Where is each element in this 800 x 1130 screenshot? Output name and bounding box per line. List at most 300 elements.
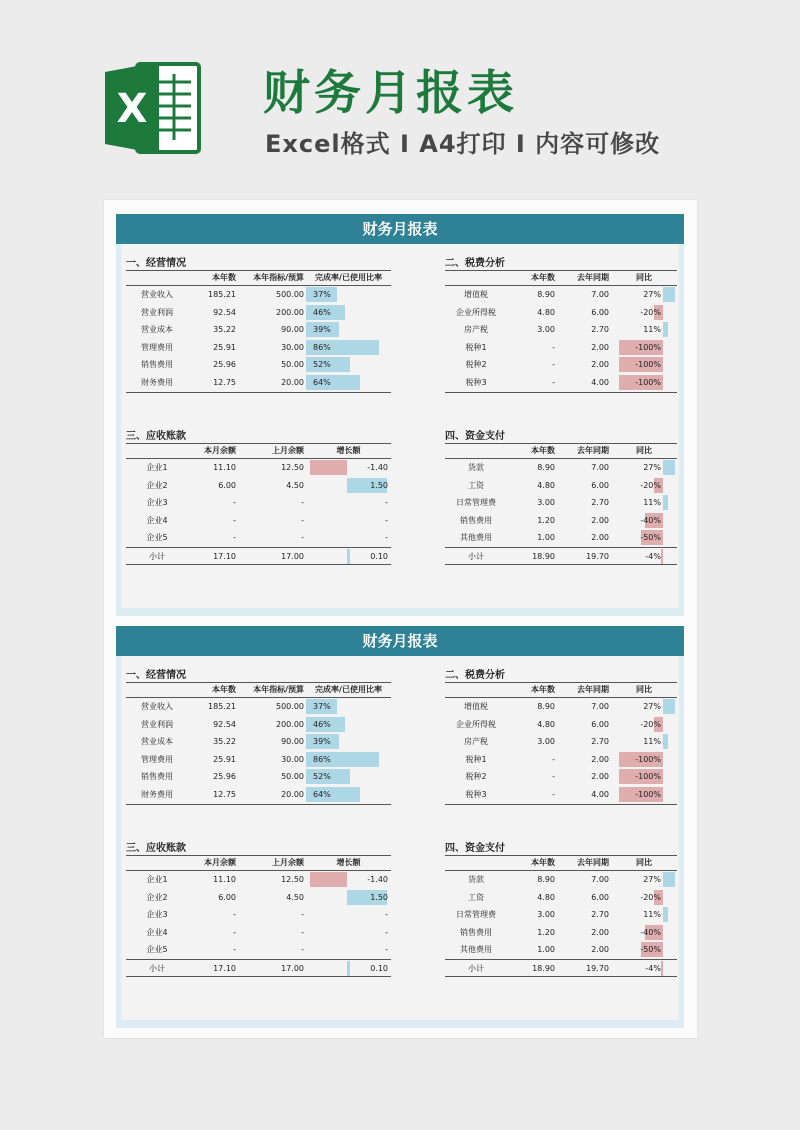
table-cell: 8.90 — [537, 463, 555, 472]
table-cell: 185.21 — [208, 702, 236, 711]
column-header — [445, 683, 507, 697]
table-row — [445, 356, 677, 374]
table-cell: 企业2 — [146, 480, 168, 490]
bar-cell — [306, 871, 391, 889]
table-cell: - — [552, 789, 555, 799]
table-cell: - — [233, 515, 236, 525]
bar-label: 1.50 — [370, 892, 388, 902]
table-cell: 2.00 — [591, 342, 609, 352]
bar-cell — [611, 477, 677, 495]
sheet-body — [121, 244, 679, 608]
table-cell: 营业成本 — [141, 737, 173, 747]
bar-label: -40% — [640, 515, 661, 525]
bar-cell — [611, 356, 677, 374]
table-cell: 4.80 — [537, 892, 555, 902]
table-cell: 35.22 — [213, 325, 236, 335]
section-title: 二、税费分析 — [445, 670, 505, 681]
table-row — [445, 924, 677, 942]
table-cell: 工资 — [468, 892, 484, 902]
table-cell: 4.00 — [591, 377, 609, 387]
bar-label: 64% — [313, 789, 331, 799]
table-cell: 增值税 — [464, 290, 488, 299]
table-cell: 2.00 — [591, 515, 609, 525]
table-row — [445, 716, 677, 734]
table-cell: 企业3 — [146, 910, 168, 920]
table-cell: 小计 — [149, 551, 165, 561]
sheet-title: 财务月报表 — [116, 214, 684, 244]
table-row — [445, 477, 677, 495]
table-cell: 财务费用 — [141, 377, 173, 387]
table-cell: 企业所得税 — [456, 719, 496, 729]
table-cell: - — [301, 910, 304, 920]
table-row — [445, 512, 677, 530]
table-cell: 企业2 — [146, 892, 168, 902]
table-cell: 3.00 — [537, 737, 555, 747]
table-cell: 4.80 — [537, 307, 555, 317]
column-header: 本年指标/预算 — [253, 685, 304, 694]
receivables-table — [126, 443, 391, 565]
table-cell: - — [233, 927, 236, 937]
table-cell: 4.50 — [286, 892, 304, 902]
table-cell: 2.70 — [591, 910, 609, 920]
bar-label: -100% — [635, 377, 661, 387]
bar-label: -4% — [645, 551, 661, 561]
bar-cell — [611, 733, 677, 751]
section-title: 二、税费分析 — [445, 258, 505, 269]
bar-label: 37% — [313, 290, 331, 299]
table-cell: 6.00 — [591, 719, 609, 729]
bar-cell — [306, 768, 391, 786]
table-row — [445, 459, 677, 477]
table-cell: 3.00 — [537, 498, 555, 508]
bar-cell — [306, 529, 391, 547]
table-cell: 12.75 — [213, 789, 236, 799]
bar-cell — [306, 494, 391, 512]
table-cell: 1.00 — [537, 533, 555, 543]
bar-label: 27% — [643, 702, 661, 711]
table-cell: 2.00 — [591, 927, 609, 937]
bar-cell — [306, 906, 391, 924]
table-cell: - — [552, 772, 555, 782]
table-cell: - — [552, 360, 555, 370]
bar-label: -20% — [640, 892, 661, 902]
table-row — [445, 751, 677, 769]
section-title: 四、资金支付 — [445, 843, 505, 854]
table-cell: 17.00 — [281, 551, 304, 561]
table-cell: 2.70 — [591, 737, 609, 747]
table-bottom-border — [445, 392, 677, 393]
bar-cell — [306, 733, 391, 751]
table-bottom-border — [126, 804, 391, 805]
bar-label: 11% — [643, 737, 661, 747]
bar-cell — [306, 304, 391, 322]
table-row — [445, 733, 677, 751]
bar-cell — [611, 889, 677, 907]
table-row — [126, 698, 391, 716]
page-title: 财务月报表 — [263, 66, 518, 121]
bar-label: 0.10 — [370, 963, 388, 973]
column-header — [445, 271, 507, 285]
bar-cell — [611, 941, 677, 959]
column-header: 去年同期 — [577, 858, 609, 867]
table-cell: 12.50 — [281, 463, 304, 472]
table-row — [126, 304, 391, 322]
table-cell: - — [301, 515, 304, 525]
bar-label: -100% — [635, 360, 661, 370]
column-header — [126, 444, 188, 458]
table-cell: 企业5 — [146, 533, 168, 543]
table-cell: 1.20 — [537, 515, 555, 525]
operations-table — [126, 270, 391, 393]
table-row — [445, 339, 677, 357]
report-sheet — [116, 214, 684, 616]
total-row — [126, 959, 391, 977]
table-row — [126, 733, 391, 751]
table-cell: 2.00 — [591, 533, 609, 543]
table-cell: 30.00 — [281, 342, 304, 352]
bar-label: 1.50 — [370, 480, 388, 490]
table-row — [445, 941, 677, 959]
table-bottom-border — [126, 392, 391, 393]
table-row — [126, 871, 391, 889]
table-cell: 17.00 — [281, 963, 304, 973]
bar-cell — [611, 512, 677, 530]
table-cell: - — [233, 533, 236, 543]
section-title: 一、经营情况 — [126, 670, 186, 681]
bar-label: 11% — [643, 910, 661, 920]
table-row — [126, 941, 391, 959]
bar-label: 46% — [313, 719, 331, 729]
table-cell: 工资 — [468, 480, 484, 490]
column-header: 本年指标/预算 — [253, 273, 304, 282]
bar-cell — [306, 960, 391, 976]
bar-label: 64% — [313, 377, 331, 387]
column-header — [126, 683, 188, 697]
bar-cell — [611, 768, 677, 786]
bar-cell — [306, 889, 391, 907]
bar-label: -20% — [640, 719, 661, 729]
table-header — [126, 443, 391, 459]
section-title: 三、应收账款 — [126, 843, 186, 854]
total-row — [445, 959, 677, 977]
table-cell: 200.00 — [276, 307, 304, 317]
table-cell: 企业1 — [146, 875, 168, 884]
table-cell: 3.00 — [537, 325, 555, 335]
bar-cell — [611, 286, 677, 304]
column-header: 本月余额 — [204, 858, 236, 867]
bar-label: -50% — [640, 533, 661, 543]
bar-label: - — [385, 927, 388, 937]
table-header — [126, 682, 391, 698]
table-cell: 货款 — [468, 875, 484, 884]
bar-cell — [611, 871, 677, 889]
table-cell: 货款 — [468, 463, 484, 472]
page-subtitle: Excel格式 I A4打印 I 内容可修改 — [265, 130, 661, 158]
bar-cell — [611, 751, 677, 769]
table-cell: 50.00 — [281, 360, 304, 370]
negative-bar — [661, 961, 663, 976]
table-row — [445, 529, 677, 547]
table-cell: 6.00 — [591, 892, 609, 902]
table-row — [126, 924, 391, 942]
column-header — [126, 271, 188, 285]
positive-bar — [663, 460, 675, 475]
table-cell: 企业4 — [146, 515, 168, 525]
column-header: 完成率/已使用比率 — [315, 685, 382, 694]
table-header — [445, 682, 677, 698]
positive-bar — [663, 287, 675, 302]
bar-label: - — [385, 533, 388, 543]
column-header: 本月余额 — [204, 446, 236, 455]
bar-label: 86% — [313, 754, 331, 764]
bar-cell — [611, 960, 677, 976]
table-header — [126, 855, 391, 871]
table-row — [126, 889, 391, 907]
bar-label: -100% — [635, 772, 661, 782]
table-cell: 日常管理费 — [456, 910, 496, 920]
column-header: 去年同期 — [577, 446, 609, 455]
table-cell: 500.00 — [276, 702, 304, 711]
negative-bar — [310, 872, 347, 887]
table-cell: 3.00 — [537, 910, 555, 920]
table-cell: 6.00 — [591, 480, 609, 490]
table-bottom-border — [445, 804, 677, 805]
table-cell: 4.50 — [286, 480, 304, 490]
table-cell: 4.80 — [537, 719, 555, 729]
table-cell: 20.00 — [281, 377, 304, 387]
bar-label: 11% — [643, 498, 661, 508]
table-row — [126, 494, 391, 512]
bar-label: - — [385, 498, 388, 508]
table-row — [126, 751, 391, 769]
table-row — [126, 321, 391, 339]
table-row — [126, 356, 391, 374]
bar-label: -100% — [635, 754, 661, 764]
table-cell: 增值税 — [464, 702, 488, 711]
payments-table — [445, 855, 677, 977]
table-cell: 销售费用 — [460, 927, 492, 937]
bar-cell — [611, 374, 677, 392]
bar-cell — [611, 548, 677, 564]
table-cell: 企业4 — [146, 927, 168, 937]
bar-cell — [611, 906, 677, 924]
positive-bar — [663, 872, 675, 887]
bar-cell — [306, 924, 391, 942]
table-cell: 25.91 — [213, 754, 236, 764]
table-row — [126, 286, 391, 304]
table-cell: 11.10 — [213, 875, 236, 884]
positive-bar — [663, 699, 675, 714]
bar-cell — [611, 304, 677, 322]
table-cell: 17.10 — [213, 963, 236, 973]
bar-label: -50% — [640, 945, 661, 955]
table-row — [126, 786, 391, 804]
column-header: 本年数 — [531, 273, 555, 282]
table-row — [445, 304, 677, 322]
table-cell: 营业收入 — [141, 702, 173, 711]
table-cell: 4.00 — [591, 789, 609, 799]
table-row — [126, 512, 391, 530]
table-cell: 185.21 — [208, 290, 236, 299]
table-cell: 200.00 — [276, 719, 304, 729]
table-cell: 500.00 — [276, 290, 304, 299]
table-cell: 11.10 — [213, 463, 236, 472]
table-header — [445, 443, 677, 459]
table-cell: 营业利润 — [141, 307, 173, 317]
total-row — [445, 547, 677, 565]
bar-label: 39% — [313, 737, 331, 747]
table-cell: - — [301, 533, 304, 543]
table-cell: 其他费用 — [460, 945, 492, 955]
bar-cell — [306, 512, 391, 530]
table-cell: 7.00 — [591, 290, 609, 299]
table-row — [126, 477, 391, 495]
bar-label: -100% — [635, 342, 661, 352]
table-cell: 营业收入 — [141, 290, 173, 299]
table-row — [445, 786, 677, 804]
table-cell: 税种1 — [465, 754, 487, 764]
bar-cell — [611, 494, 677, 512]
table-row — [126, 768, 391, 786]
table-cell: 17.10 — [213, 551, 236, 561]
bar-label: -4% — [645, 963, 661, 973]
sheet-body — [121, 656, 679, 1020]
table-cell: 7.00 — [591, 702, 609, 711]
bar-label: 52% — [313, 360, 331, 370]
table-cell: 8.90 — [537, 875, 555, 884]
bar-cell — [306, 477, 391, 495]
column-header: 上月余额 — [272, 446, 304, 455]
table-cell: 日常管理费 — [456, 498, 496, 508]
column-header — [445, 856, 507, 870]
table-cell: 税种1 — [465, 342, 487, 352]
column-header: 完成率/已使用比率 — [315, 273, 382, 282]
table-header — [445, 855, 677, 871]
table-cell: 6.00 — [218, 892, 236, 902]
column-header: 同比 — [636, 446, 652, 455]
table-cell: 8.90 — [537, 702, 555, 711]
positive-bar — [347, 961, 350, 976]
table-row — [126, 529, 391, 547]
table-cell: 企业5 — [146, 945, 168, 955]
bar-label: -1.40 — [367, 463, 388, 472]
bar-cell — [611, 786, 677, 804]
table-cell: - — [301, 927, 304, 937]
table-cell: 19.70 — [586, 963, 609, 973]
column-header: 同比 — [636, 858, 652, 867]
bar-label: -100% — [635, 789, 661, 799]
tax-table — [445, 682, 677, 805]
table-row — [126, 339, 391, 357]
positive-bar — [663, 322, 668, 337]
bar-label: -20% — [640, 307, 661, 317]
table-cell: 税种2 — [465, 360, 487, 370]
bar-cell — [611, 716, 677, 734]
table-row — [445, 494, 677, 512]
bar-label: 39% — [313, 325, 331, 335]
table-cell: 企业1 — [146, 463, 168, 472]
bar-cell — [306, 941, 391, 959]
column-header: 本年数 — [212, 273, 236, 282]
table-cell: 25.96 — [213, 772, 236, 782]
bar-cell — [306, 698, 391, 716]
table-cell: 营业利润 — [141, 719, 173, 729]
bar-cell — [306, 321, 391, 339]
table-cell: 销售费用 — [141, 772, 173, 782]
table-cell: - — [301, 945, 304, 955]
table-cell: - — [552, 754, 555, 764]
bar-label: 37% — [313, 702, 331, 711]
bar-label: 86% — [313, 342, 331, 352]
table-cell: - — [233, 945, 236, 955]
bar-label: 27% — [643, 875, 661, 884]
bar-cell — [306, 459, 391, 477]
bar-label: 52% — [313, 772, 331, 782]
table-cell: 35.22 — [213, 737, 236, 747]
table-header — [126, 270, 391, 286]
table-cell: 2.00 — [591, 772, 609, 782]
column-header: 同比 — [636, 685, 652, 694]
bar-label: 46% — [313, 307, 331, 317]
table-row — [445, 286, 677, 304]
column-header: 本年数 — [531, 446, 555, 455]
table-cell: 2.00 — [591, 754, 609, 764]
section-title: 四、资金支付 — [445, 431, 505, 442]
section-title: 一、经营情况 — [126, 258, 186, 269]
table-row — [126, 374, 391, 392]
table-cell: 1.20 — [537, 927, 555, 937]
column-header: 去年同期 — [577, 273, 609, 282]
table-row — [126, 906, 391, 924]
table-cell: 2.70 — [591, 498, 609, 508]
table-cell: 管理费用 — [141, 754, 173, 764]
table-header — [445, 270, 677, 286]
table-cell: 税种3 — [465, 789, 487, 799]
bar-cell — [306, 751, 391, 769]
bar-cell — [611, 529, 677, 547]
table-cell: 6.00 — [591, 307, 609, 317]
positive-bar — [663, 734, 668, 749]
table-cell: - — [233, 910, 236, 920]
bar-cell — [306, 286, 391, 304]
table-cell: 其他费用 — [460, 533, 492, 543]
table-cell: 30.00 — [281, 754, 304, 764]
table-cell: 50.00 — [281, 772, 304, 782]
bar-label: - — [385, 515, 388, 525]
column-header: 上月余额 — [272, 858, 304, 867]
sheet-title: 财务月报表 — [116, 626, 684, 656]
table-cell: 19.70 — [586, 551, 609, 561]
bar-cell — [306, 356, 391, 374]
bar-label: 0.10 — [370, 551, 388, 561]
table-cell: 6.00 — [218, 480, 236, 490]
bar-cell — [306, 716, 391, 734]
table-cell: 2.70 — [591, 325, 609, 335]
table-cell: 财务费用 — [141, 789, 173, 799]
table-row — [126, 716, 391, 734]
column-header: 去年同期 — [577, 685, 609, 694]
operations-table — [126, 682, 391, 805]
positive-bar — [663, 495, 668, 510]
table-row — [126, 459, 391, 477]
table-cell: 2.00 — [591, 945, 609, 955]
table-cell: 25.91 — [213, 342, 236, 352]
table-cell: 92.54 — [213, 719, 236, 729]
table-row — [445, 321, 677, 339]
table-cell: - — [233, 498, 236, 508]
table-cell: 2.00 — [591, 360, 609, 370]
section-title: 三、应收账款 — [126, 431, 186, 442]
